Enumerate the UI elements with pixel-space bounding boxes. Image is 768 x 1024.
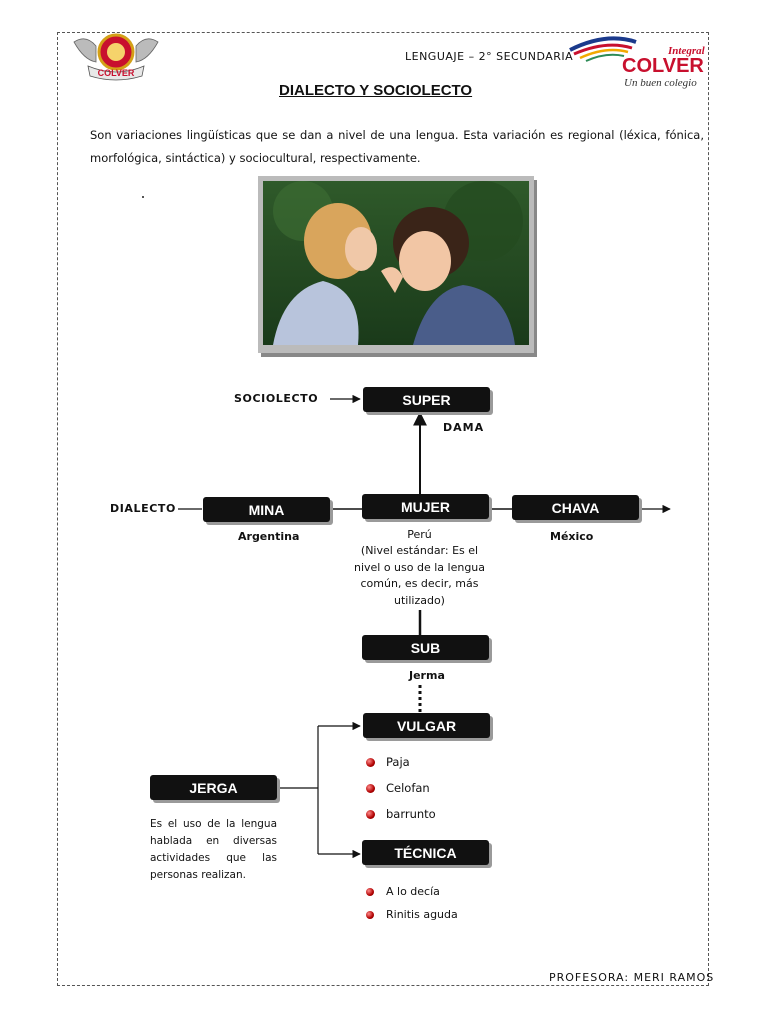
list-item: A lo decía	[366, 885, 458, 908]
mujer-note: (Nivel estándar: Es el nivel o uso de la lengua común, es decir, más utilizado)	[353, 544, 486, 607]
super-box: SUPER	[363, 387, 490, 412]
list-item: Rinitis aguda	[366, 908, 458, 931]
mujer-box: MUJER	[362, 494, 489, 519]
sub-box: SUB	[362, 635, 489, 660]
page-title: DIALECTO Y SOCIOLECTO	[279, 82, 473, 99]
dialecto-label: DIALECTO	[110, 502, 176, 515]
tecnica-box: TÉCNICA	[362, 840, 489, 865]
bullet-icon	[366, 911, 374, 919]
right-logo-brand: COLVER	[622, 55, 704, 77]
tecnica-list	[366, 885, 458, 931]
bullet-icon	[366, 758, 375, 767]
super-word: DAMA	[443, 421, 485, 434]
chava-box: CHAVA	[512, 495, 639, 520]
mina-box: MINA	[203, 497, 330, 522]
bullet-icon	[366, 810, 375, 819]
list-item: barrunto	[366, 807, 436, 833]
jerga-description: Es el uso de la lengua hablada en diversas actividades que las personas realizan.	[150, 818, 277, 881]
header-subject: LENGUAJE – 2° SECUNDARIA	[405, 50, 574, 63]
jerga-box: JERGA	[150, 775, 277, 800]
vulgar-box: VULGAR	[363, 713, 490, 738]
list-item: Paja	[366, 755, 436, 781]
chava-place: México	[550, 530, 594, 543]
right-logo-integral: Integral	[668, 45, 705, 57]
bullet-icon	[366, 784, 375, 793]
footer-teacher: PROFESORA: MERI RAMOS	[549, 971, 715, 984]
intro-paragraph: Son variaciones lingüísticas que se dan a nivel de una lengua. Esta variación es regional (léxica, fónica, morfológica, sintáctica) y sociocultural, respectivamente.	[90, 128, 704, 165]
list-item: Celofan	[366, 781, 436, 807]
mina-place: Argentina	[238, 530, 300, 543]
left-logo-text: COLVER	[97, 68, 135, 78]
right-logo-slogan: Un buen colegio	[624, 77, 697, 89]
vulgar-list	[366, 755, 436, 833]
sociolecto-label: SOCIOLECTO	[234, 392, 319, 405]
sub-word: Jerma	[409, 669, 445, 682]
bullet-icon	[366, 888, 374, 896]
mujer-place: Perú	[407, 528, 432, 541]
